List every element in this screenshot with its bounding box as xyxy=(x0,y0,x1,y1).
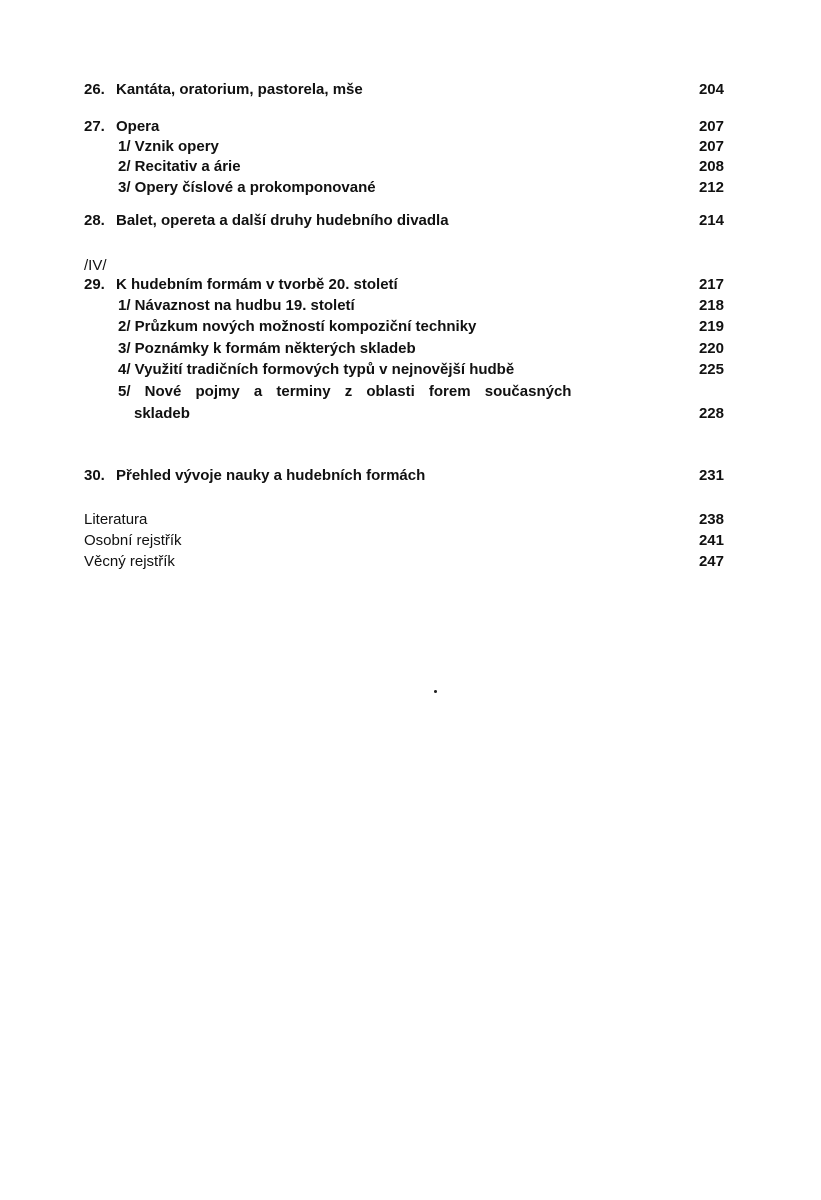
entry-title: K hudebním formám v tvorbě 20. století xyxy=(116,276,398,293)
toc-subentry xyxy=(84,381,724,425)
toc-subentry xyxy=(84,295,724,317)
toc-entry-28 xyxy=(84,210,724,232)
page-number: 208 xyxy=(698,158,724,175)
chapter-number: 29. xyxy=(84,276,105,293)
chapter-number: 26. xyxy=(84,81,105,98)
page-number: 247 xyxy=(698,553,724,570)
page-number: 220 xyxy=(698,340,724,357)
toc-entry-30 xyxy=(84,465,724,487)
page-number: 212 xyxy=(698,179,724,196)
entry-title: Literatura xyxy=(84,511,148,528)
entry-title: 1/ Návaznost na hudbu 19. století xyxy=(118,297,355,314)
toc-entry-27 xyxy=(84,116,724,138)
entry-title-continuation: skladeb xyxy=(134,405,190,422)
print-speck xyxy=(434,690,437,693)
toc-entry-osobni-rejstrik xyxy=(84,530,724,552)
toc-subentry xyxy=(84,177,724,199)
entry-title: Opera xyxy=(116,118,160,135)
chapter-number: 28. xyxy=(84,212,105,229)
page-number: 228 xyxy=(698,405,724,422)
page-number: 218 xyxy=(698,297,724,314)
page-number: 207 xyxy=(698,118,724,135)
page-number: 214 xyxy=(698,212,724,229)
entry-title: 3/ Poznámky k formám některých skladeb xyxy=(118,340,416,357)
page-number: 217 xyxy=(698,276,724,293)
page-number: 204 xyxy=(698,81,724,98)
toc-entry-29 xyxy=(84,274,724,296)
chapter-number: 27. xyxy=(84,118,105,135)
toc-subentry xyxy=(84,156,724,178)
entry-title: 4/ Využití tradičních formových typů v nejnovější hudbě xyxy=(118,361,515,378)
entry-title: Balet, opereta a další druhy hudebního divadla xyxy=(116,212,449,229)
page-number: 219 xyxy=(698,318,724,335)
entry-title: 1/ Vznik opery xyxy=(118,138,219,155)
toc-subentry xyxy=(84,359,724,381)
entry-title: Přehled vývoje nauky a hudebních formách xyxy=(116,467,426,484)
page-number: 225 xyxy=(698,361,724,378)
page-number: 207 xyxy=(698,138,724,155)
entry-title: Kantáta, oratorium, pastorela, mše xyxy=(116,81,363,98)
toc-entry-vecny-rejstrik xyxy=(84,551,724,573)
toc-subentry xyxy=(84,136,724,158)
page-number: 231 xyxy=(698,467,724,484)
entry-title: 2/ Průzkum nových možností kompoziční techniky xyxy=(118,318,477,335)
toc-entry-literatura xyxy=(84,509,724,531)
page-number: 238 xyxy=(698,511,724,528)
part-label: /IV/ xyxy=(84,257,107,274)
toc-subentry xyxy=(84,316,724,338)
entry-title: 3/ Opery číslové a prokomponované xyxy=(118,179,376,196)
toc-subentry xyxy=(84,338,724,360)
chapter-number: 30. xyxy=(84,467,105,484)
entry-title: Věcný rejstřík xyxy=(84,553,175,570)
entry-title: 5/ Nové pojmy a terminy z oblasti forem současných xyxy=(118,383,572,400)
page-number: 241 xyxy=(698,532,724,549)
entry-title: 2/ Recitativ a árie xyxy=(118,158,241,175)
entry-title: Osobní rejstřík xyxy=(84,532,182,549)
toc-entry-26 xyxy=(84,79,724,101)
